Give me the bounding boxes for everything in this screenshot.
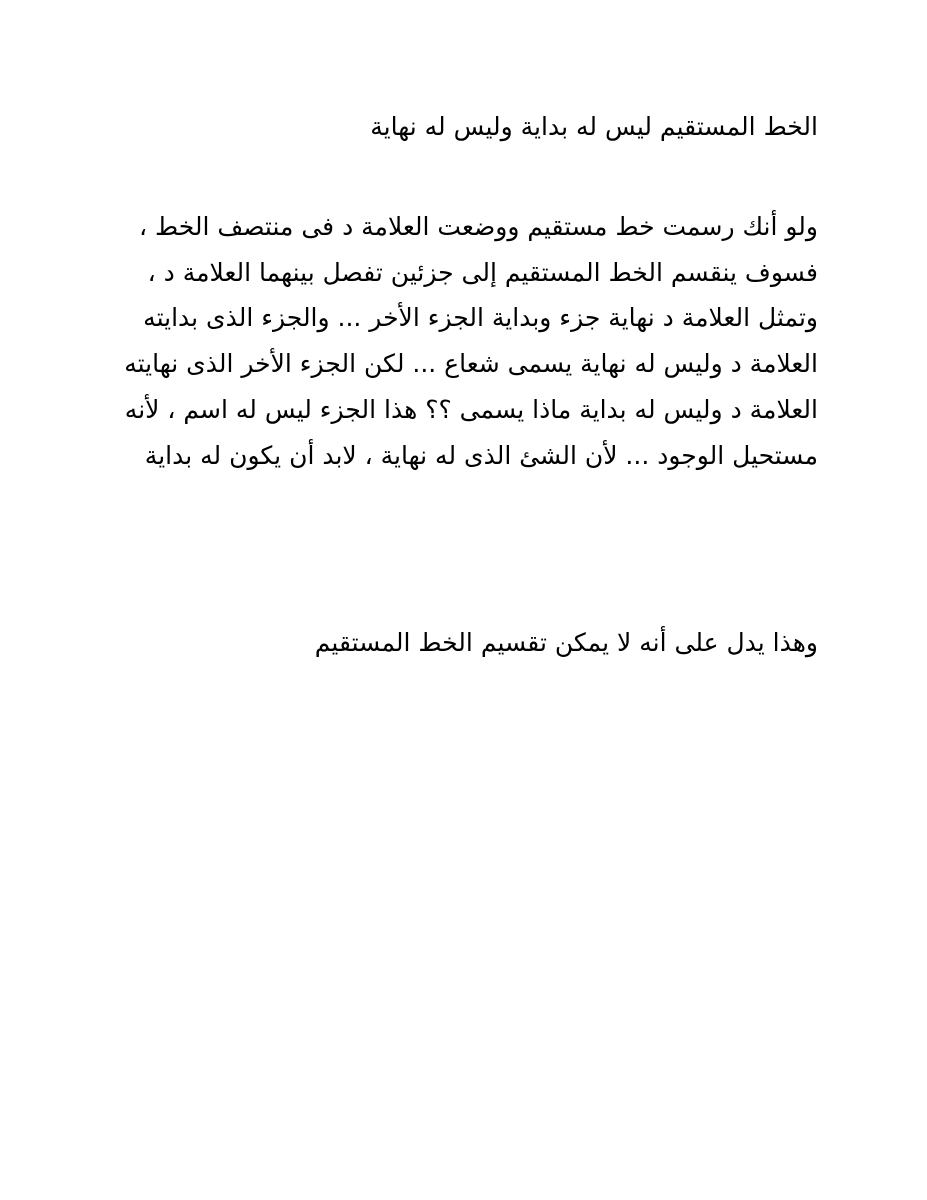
paragraph-body: ولو أنك رسمت خط مستقيم ووضعت العلامة د فى منتصف الخط ، فسوف ينقسم الخط المستقيم إلى جزئين تفصل بينهما العلامة د ، وتمثل العلامة د نهاية جزء وبداية الجزء الأخر ... والجزء الذى بدايته العلامة د وليس له نهاية يسمى شعاع ... لكن الجزء الأخر الذى نهايته العلامة د وليس له بداية ماذا يسمى ؟؟ هذا الجزء ليس له اسم ، لأنه مستحيل الوجود ... لأن الشئ الذى له نهاية ، لابد أن يكون له بداية [124,212,818,470]
paragraph-title: الخط المستقيم ليس له بداية وليس له نهاية [370,112,818,141]
paragraph-conclusion: وهذا يدل على أنه لا يمكن تقسيم الخط المستقيم [314,628,818,657]
